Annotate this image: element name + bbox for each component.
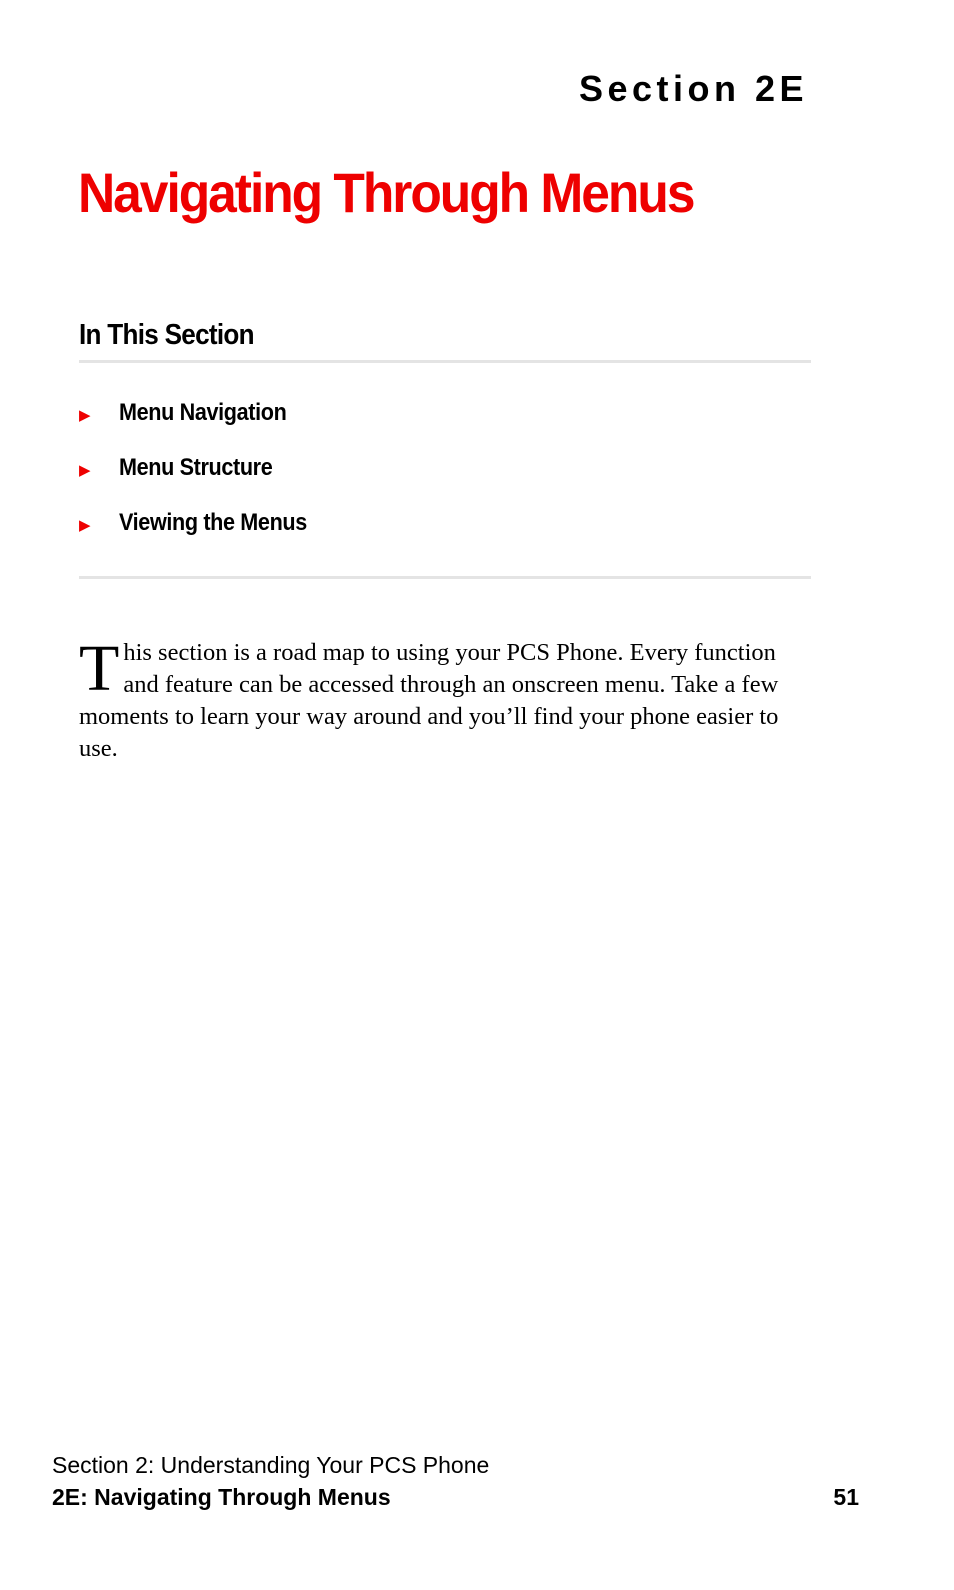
intro-paragraph (79, 632, 809, 765)
list-item (79, 385, 811, 440)
topic-viewing-the-menus: Viewing the Menus (119, 508, 307, 536)
drop-cap: T (79, 632, 120, 705)
intro-paragraph-text: his section is a road map to using your PCS Phone. Every function and feature can be accessed through an onscreen menu. Take a few moments to learn your way around and you’ll find your phone easier to use. (79, 639, 779, 762)
section-topic-list (79, 363, 811, 576)
in-this-section-box (79, 314, 811, 579)
triangle-right-icon: ▶ (79, 462, 91, 479)
list-item (79, 495, 811, 550)
bottom-divider (79, 576, 811, 579)
topic-menu-navigation: Menu Navigation (119, 398, 287, 426)
triangle-right-icon: ▶ (79, 517, 91, 534)
page-title: Navigating Through Menus (78, 161, 694, 224)
list-item (79, 440, 811, 495)
page-number: 51 (833, 1484, 859, 1510)
topic-menu-structure: Menu Structure (119, 453, 273, 481)
footer-section-title: Section 2: Understanding Your PCS Phone (52, 1452, 490, 1478)
footer-chapter-title: 2E: Navigating Through Menus (52, 1484, 391, 1510)
section-label: Section 2E (578, 68, 808, 109)
in-this-section-heading: In This Section (79, 319, 254, 351)
triangle-right-icon: ▶ (79, 407, 91, 424)
